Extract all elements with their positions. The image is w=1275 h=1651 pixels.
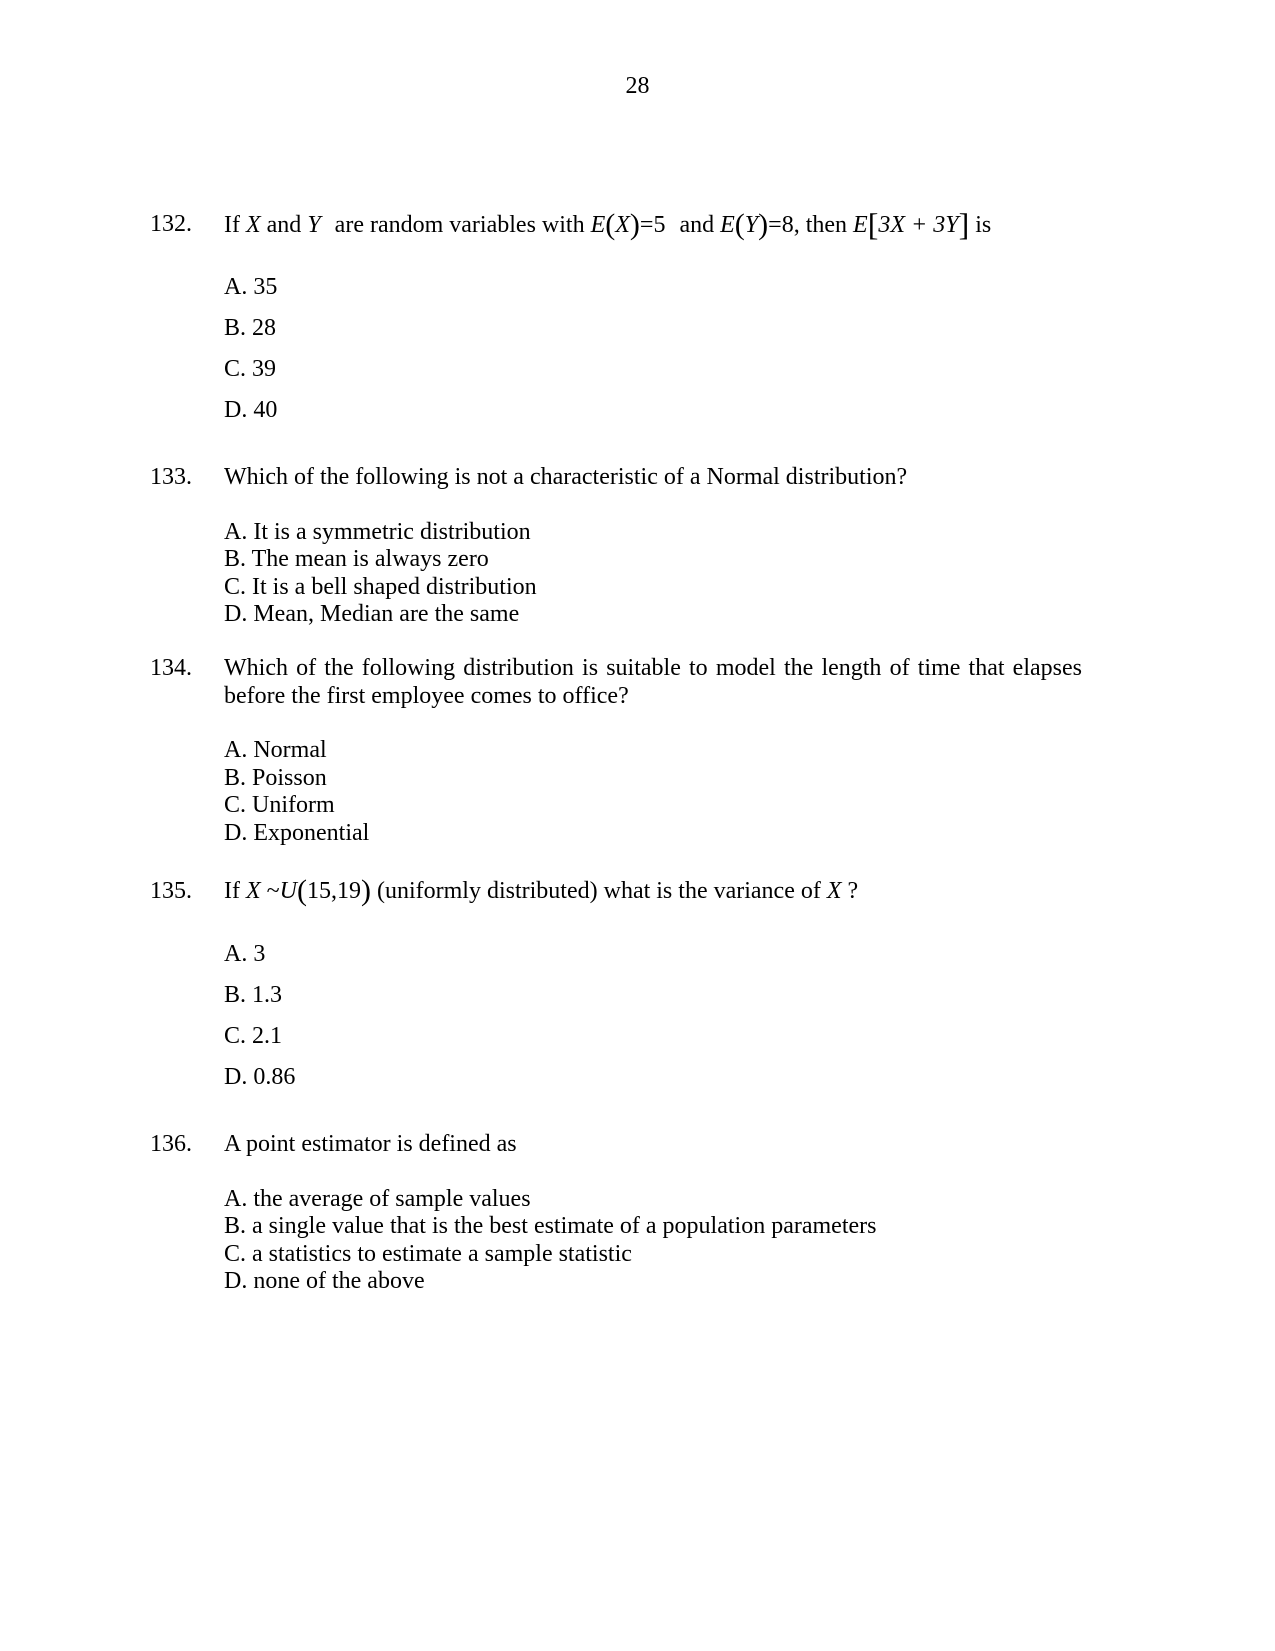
option-a: A. 35 bbox=[224, 274, 278, 300]
option-c: C. 39 bbox=[224, 356, 277, 382]
question-text bbox=[224, 654, 1126, 710]
option-a: A. It is a symmetric distribution bbox=[224, 519, 531, 545]
question-136 bbox=[150, 1130, 1130, 1300]
question-number: 135. bbox=[150, 878, 192, 904]
option-b: B. Poisson bbox=[224, 765, 327, 791]
option-a: A. the average of sample values bbox=[224, 1186, 531, 1212]
option-a: A. Normal bbox=[224, 737, 327, 763]
question-number: 136. bbox=[150, 1131, 192, 1157]
question-133 bbox=[150, 463, 1130, 633]
page-number: 28 bbox=[625, 73, 650, 99]
option-b: B. The mean is always zero bbox=[224, 546, 489, 572]
question-number: 134. bbox=[150, 655, 192, 681]
option-d: D. 40 bbox=[224, 397, 278, 423]
option-d: D. none of the above bbox=[224, 1268, 425, 1294]
option-c: C. 2.1 bbox=[224, 1023, 283, 1049]
question-number: 132. bbox=[150, 211, 192, 237]
option-d: D. Exponential bbox=[224, 820, 370, 846]
question-text: If X and Y are random variables with E(X)=5 and E(Y)=8, then E[3X + 3Y] is bbox=[224, 206, 992, 242]
question-text-line-2: before the first employee comes to office? bbox=[224, 683, 629, 709]
option-b: B. 1.3 bbox=[224, 982, 283, 1008]
question-134 bbox=[150, 654, 1130, 854]
option-d: D. Mean, Median are the same bbox=[224, 601, 520, 627]
option-b: B. a single value that is the best estimate of a population parameters bbox=[224, 1213, 877, 1239]
question-text: If X ~U(15,19) (uniformly distributed) what is the variance of X ? bbox=[224, 874, 859, 907]
option-c: C. It is a bell shaped distribution bbox=[224, 574, 537, 600]
question-number: 133. bbox=[150, 464, 192, 490]
option-c: C. Uniform bbox=[224, 792, 335, 818]
option-b: B. 28 bbox=[224, 315, 277, 341]
question-text: Which of the following is not a characteristic of a Normal distribution? bbox=[224, 464, 908, 490]
option-c: C. a statistics to estimate a sample statistic bbox=[224, 1241, 632, 1267]
option-a: A. 3 bbox=[224, 941, 266, 967]
question-text-line-1: Which of the following distribution is suitable to model the length of time that elapses bbox=[224, 655, 1082, 681]
question-132 bbox=[150, 206, 1130, 430]
question-text: A point estimator is defined as bbox=[224, 1131, 517, 1157]
option-d: D. 0.86 bbox=[224, 1064, 296, 1090]
question-135 bbox=[150, 874, 1130, 1097]
